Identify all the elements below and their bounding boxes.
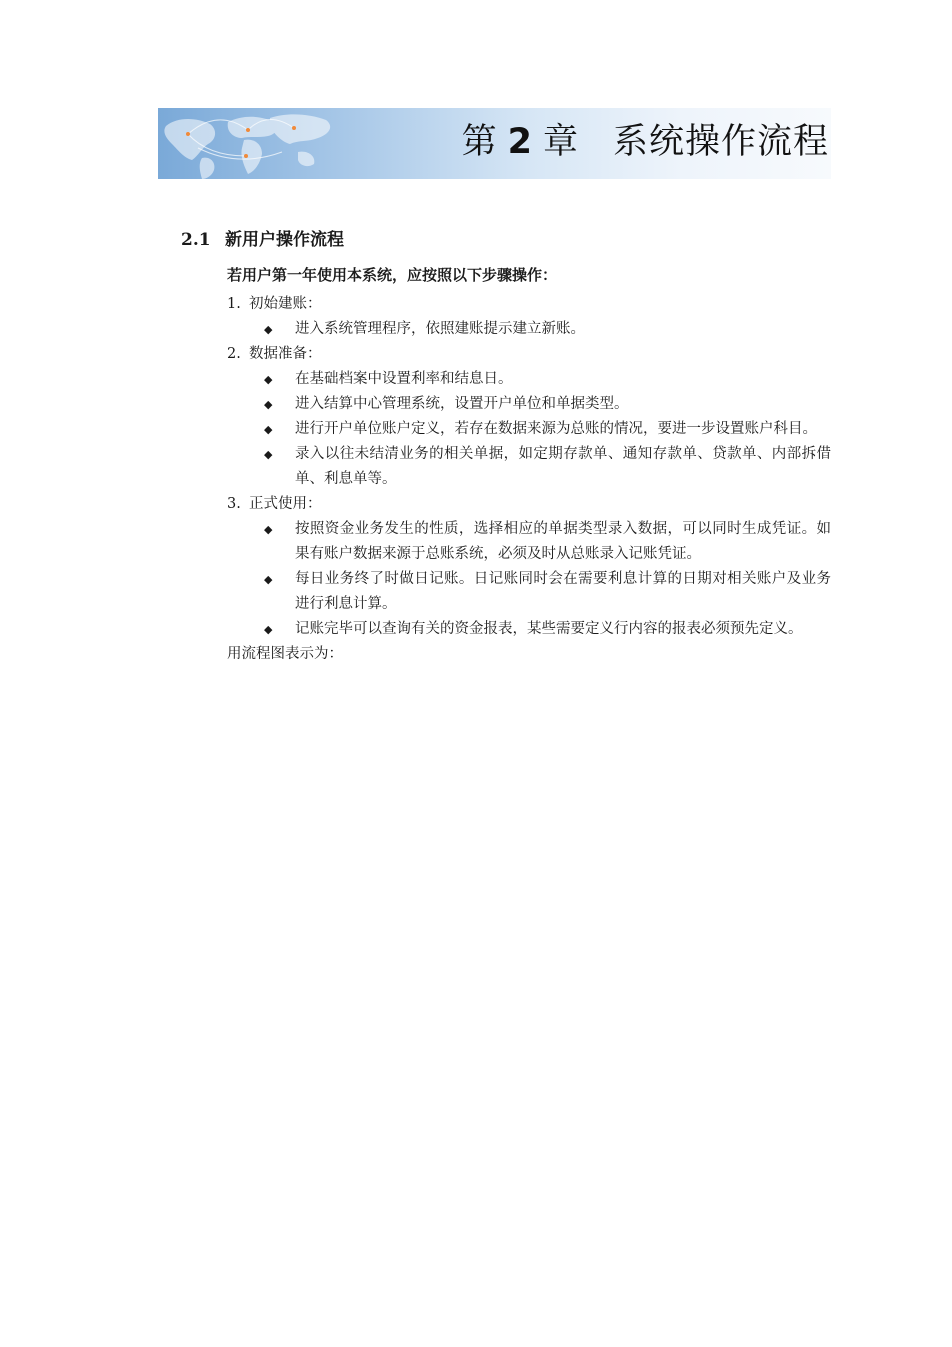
- diamond-bullet-icon: ◆: [264, 398, 273, 411]
- list-item-text: 每日业务终了时做日记账。日记账同时会在需要利息计算的日期对相关账户及业务进行利息计算。: [295, 571, 831, 612]
- list-item: [227, 617, 831, 642]
- list-item-text: 记账完毕可以查询有关的资金报表，某些需要定义行内容的报表必须预先定义。: [295, 621, 803, 637]
- section-number: 2.1: [181, 230, 211, 250]
- diamond-bullet-icon: ◆: [264, 623, 273, 636]
- list-item: [227, 567, 831, 617]
- list-item: [227, 317, 831, 342]
- list-item-text: 进入结算中心管理系统，设置开户单位和单据类型。: [295, 396, 629, 412]
- bullet-list: [227, 317, 831, 342]
- step: [227, 342, 831, 492]
- intro-text: 若用户第一年使用本系统，应按照以下步骤操作：: [227, 266, 558, 284]
- step-number: 2.: [227, 346, 241, 362]
- step-label: 数据准备：: [249, 346, 322, 362]
- chapter-title: [462, 120, 829, 164]
- step-number: 1.: [227, 296, 241, 312]
- list-item: [227, 442, 831, 492]
- diamond-bullet-icon: ◆: [264, 448, 273, 461]
- chapter-prefix: 第: [461, 122, 498, 162]
- list-item: [227, 367, 831, 392]
- list-item-text: 按照资金业务发生的性质，选择相应的单据类型录入数据，可以同时生成凭证。如果有账户数据来源于总账系统，必须及时从总账录入记账凭证。: [295, 521, 831, 562]
- step-number: 3.: [227, 496, 241, 512]
- section-title: 新用户操作流程: [225, 230, 344, 250]
- diamond-bullet-icon: ◆: [264, 373, 273, 386]
- chapter-name: 系统操作流程: [612, 122, 829, 162]
- list-item-text: 进行开户单位账户定义，若存在数据来源为总账的情况，要进一步设置账户科目。: [295, 421, 817, 437]
- list-item: [227, 392, 831, 417]
- diamond-bullet-icon: ◆: [264, 323, 273, 336]
- section-heading: [181, 228, 344, 252]
- list-item-text: 进入系统管理程序，依照建账提示建立新账。: [295, 321, 585, 337]
- step-label: 正式使用：: [249, 496, 322, 512]
- diamond-bullet-icon: ◆: [264, 423, 273, 436]
- list-item-text: 在基础档案中设置利率和结息日。: [295, 371, 513, 387]
- steps-list: [227, 292, 831, 667]
- chapter-number: 2: [507, 122, 533, 162]
- step: [227, 292, 831, 342]
- chapter-banner: [158, 108, 831, 179]
- step-label: 初始建账：: [249, 296, 322, 312]
- chapter-suffix: 章: [542, 122, 579, 162]
- list-item-text: 录入以往未结清业务的相关单据，如定期存款单、通知存款单、贷款单、内部拆借单、利息单等。: [295, 446, 831, 487]
- step-title: [227, 342, 831, 367]
- step-title: [227, 492, 831, 517]
- flowchart-caption: 用流程图表示为：: [227, 646, 343, 662]
- bullet-list: [227, 517, 831, 642]
- step: [227, 492, 831, 642]
- list-item: [227, 517, 831, 567]
- diamond-bullet-icon: ◆: [264, 523, 273, 536]
- step-title: [227, 292, 831, 317]
- bullet-list: [227, 367, 831, 492]
- list-item: [227, 417, 831, 442]
- diamond-bullet-icon: ◆: [264, 573, 273, 586]
